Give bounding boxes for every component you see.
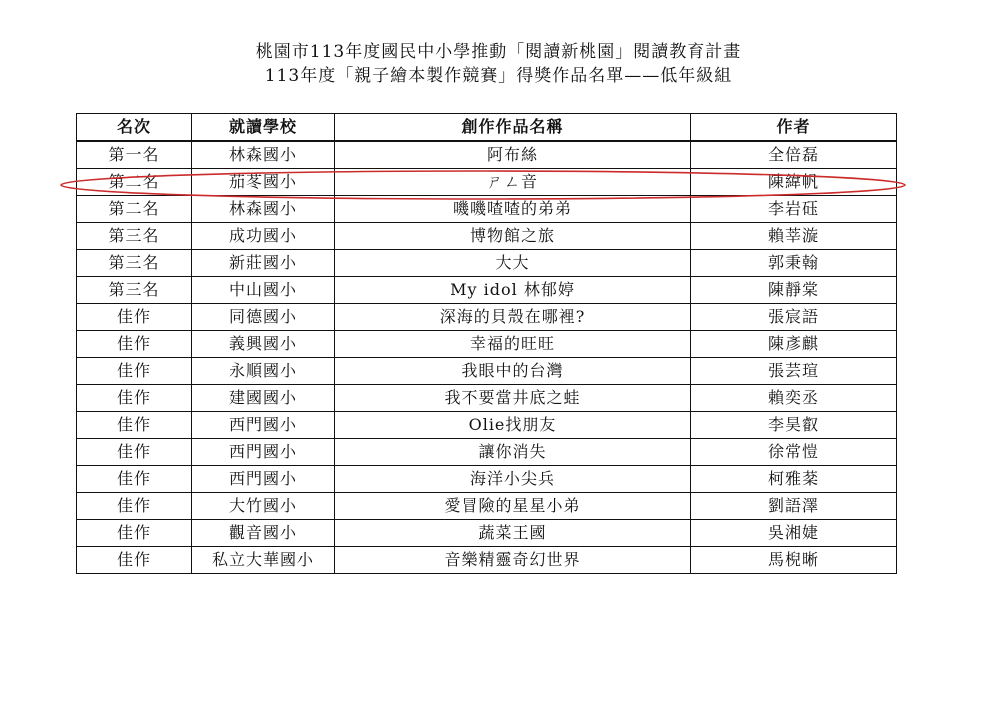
rank-cell: 第二名 [77, 169, 192, 196]
work-title-cell: 音樂精靈奇幻世界 [335, 547, 691, 574]
author-cell: 張宸語 [691, 304, 897, 331]
author-cell: 李昊叡 [691, 412, 897, 439]
rank-cell: 第三名 [77, 223, 192, 250]
school-cell: 成功國小 [192, 223, 335, 250]
rank-cell: 第三名 [77, 277, 192, 304]
author-cell: 柯雅棻 [691, 466, 897, 493]
rank-cell: 佳作 [77, 304, 192, 331]
table-row [77, 250, 897, 277]
table-row [77, 358, 897, 385]
work-title-cell: ㄕㄥ音 [335, 169, 691, 196]
author-cell: 劉語澤 [691, 493, 897, 520]
work-title-cell: 我不要當井底之蛙 [335, 385, 691, 412]
table-row [77, 223, 897, 250]
author-cell: 吳湘婕 [691, 520, 897, 547]
header-school: 就讀學校 [192, 114, 335, 142]
document-title: 桃園市113年度國民中小學推動「閱讀新桃園」閱讀教育計畫 [255, 42, 742, 62]
school-cell: 西門國小 [192, 412, 335, 439]
rank-cell: 佳作 [77, 466, 192, 493]
author-cell: 張芸瑄 [691, 358, 897, 385]
work-title-cell: 我眼中的台灣 [335, 358, 691, 385]
author-cell: 郭秉翰 [691, 250, 897, 277]
table-header-row [77, 114, 897, 142]
table-row [77, 304, 897, 331]
school-cell: 大竹國小 [192, 493, 335, 520]
author-cell: 李岩砡 [691, 196, 897, 223]
work-title-cell: My idol 林郁婷 [335, 277, 691, 304]
table-row [77, 493, 897, 520]
rank-cell: 佳作 [77, 331, 192, 358]
table-body [77, 141, 897, 574]
work-title-cell: 博物館之旅 [335, 223, 691, 250]
school-cell: 西門國小 [192, 466, 335, 493]
rank-cell: 佳作 [77, 412, 192, 439]
table-row [77, 466, 897, 493]
school-cell: 林森國小 [192, 141, 335, 169]
author-cell: 徐常愷 [691, 439, 897, 466]
work-title-cell: 蔬菜王國 [335, 520, 691, 547]
awards-table [76, 113, 897, 574]
school-cell: 觀音國小 [192, 520, 335, 547]
work-title-cell: 幸福的旺旺 [335, 331, 691, 358]
rank-cell: 第二名 [77, 196, 192, 223]
header-rank: 名次 [77, 114, 192, 142]
rank-cell: 佳作 [77, 520, 192, 547]
table-row [77, 196, 897, 223]
school-cell: 同德國小 [192, 304, 335, 331]
table-row [77, 547, 897, 574]
table-row [77, 169, 897, 196]
author-cell: 馬棿晰 [691, 547, 897, 574]
header-work-title: 創作作品名稱 [335, 114, 691, 142]
table-row [77, 439, 897, 466]
work-title-cell: 愛冒險的星星小弟 [335, 493, 691, 520]
author-cell: 賴莘漩 [691, 223, 897, 250]
work-title-cell: 大大 [335, 250, 691, 277]
document-subtitle: 113年度「親子繪本製作競賽」得獎作品名單——低年級組 [264, 66, 733, 86]
author-cell: 全倍磊 [691, 141, 897, 169]
rank-cell: 佳作 [77, 547, 192, 574]
author-cell: 陳緯帆 [691, 169, 897, 196]
school-cell: 私立大華國小 [192, 547, 335, 574]
work-title-cell: 阿布絲 [335, 141, 691, 169]
school-cell: 林森國小 [192, 196, 335, 223]
table-row [77, 331, 897, 358]
author-cell: 賴奕丞 [691, 385, 897, 412]
header-author: 作者 [691, 114, 897, 142]
rank-cell: 第一名 [77, 141, 192, 169]
table-row [77, 412, 897, 439]
school-cell: 茄苳國小 [192, 169, 335, 196]
work-title-cell: 深海的貝殼在哪裡? [335, 304, 691, 331]
table-row [77, 277, 897, 304]
school-cell: 建國國小 [192, 385, 335, 412]
table-row [77, 141, 897, 169]
rank-cell: 佳作 [77, 385, 192, 412]
rank-cell: 佳作 [77, 493, 192, 520]
work-title-cell: Olie找朋友 [335, 412, 691, 439]
school-cell: 中山國小 [192, 277, 335, 304]
work-title-cell: 海洋小尖兵 [335, 466, 691, 493]
school-cell: 新莊國小 [192, 250, 335, 277]
author-cell: 陳靜棠 [691, 277, 897, 304]
table-row [77, 385, 897, 412]
table-row [77, 520, 897, 547]
rank-cell: 佳作 [77, 358, 192, 385]
school-cell: 永順國小 [192, 358, 335, 385]
author-cell: 陳彥麒 [691, 331, 897, 358]
school-cell: 西門國小 [192, 439, 335, 466]
rank-cell: 佳作 [77, 439, 192, 466]
rank-cell: 第三名 [77, 250, 192, 277]
school-cell: 義興國小 [192, 331, 335, 358]
work-title-cell: 嘰嘰喳喳的弟弟 [335, 196, 691, 223]
work-title-cell: 讓你消失 [335, 439, 691, 466]
